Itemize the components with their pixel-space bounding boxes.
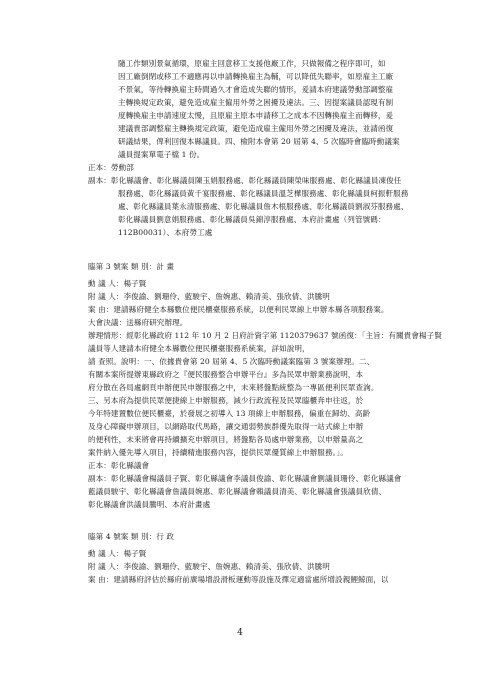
main-recipient-line: 正本：勞動部 [88,163,134,172]
paragraph-line: 議員提案單電子檔 1 份。 [118,150,205,159]
case-field-line: 有關本案所提辦東縣政府之『便民服務整合申辦平台』多為民眾申辦業務說明，本 [88,370,364,379]
case-field-line: 今年特建置數位便民櫃臺，於發展之初導入 13 項線上申辦服務，偏重在歸幼、高齡 [88,409,371,418]
case-field-line: 附 議 人：李俊諭、劉珊伶、藍駿宇、詹婉惠、賴清美、張欣倩、洪騰明 [88,562,330,571]
copy-recipient-line: 彰化縣議會洪議員騰明、本府計畫處 [88,500,211,509]
case-field-line: 三、另本府為提供民眾便捷線上申辦服務，減少行政流程及民眾臨櫃奔申往返，於 [88,396,364,405]
paragraph-line: 研議結果，俾利回復本縣議員。四、檢附本會第 20 屆第 4、5 次臨時會臨時動議案 [118,137,400,146]
case-header: 臨第 4 號案 類 別：行 政 [88,532,174,541]
copy-recipient-line: 處、彰化縣議員葉永清服務處、彰化縣議員詹木根服務處、彰化縣議員劉淑芬服務處、 [118,202,409,211]
copy-recipient-line: 服務處、彰化縣議員黃千宴服務處、彰化縣議員溫芝樺服務處、彰化縣議員柯振軒服務 [118,189,409,198]
paragraph-line: 因工廠倒閉或移工不適應再以申請轉換雇主為輔，可以降低失聯率，如原雇主工廠 [118,72,394,81]
copy-recipient-line: 副本：彰化縣議會、彰化縣議員陳玉娟服務處、彰化縣議員陳榮味服務處、彰化縣議員凍俊任 [88,176,402,185]
case-field-line: 動 議 人：楊子賢 [88,549,147,558]
case-field-line: 動 議 人：楊子賢 [88,279,147,288]
main-recipient-line: 正本：彰化縣議會 [88,461,150,470]
copy-recipient-line: 副本：彰化縣議會楊議員子賢、彰化縣議會李議員俊諭、彰化縣議會劉議員珊伶、彰化縣議會 [88,474,402,483]
paragraph-line: 度轉換雇主申請速度太慢，且原雇主原本申請移工之成本不因轉換雇主而轉移，爰 [118,111,394,120]
case-field-line: 府分散在各局處網頁申辦便民申辦服務之中，未來將盤點統整為一專區便利民眾查詢。 [88,383,379,392]
case-field-line: 請 查照。說明：一、依據貴會第 20 屆第 4、5 次臨時動議案臨第 3 號案辦理。二、 [88,357,375,366]
copy-recipient-line: 藍議員駿宇、彰化縣議會詹議員婉惠、彰化縣議會賴議員清美、彰化縣議會張議員欣倩、 [88,487,387,496]
case-header: 臨第 3 號案 類 別：計 畫 [88,262,174,271]
case-field-line: 辦理情形：經彰化縣政府 112 年 10 月 2 日府計資字第 1120379637 號函復：「主旨：有關貴會楊子賢 [88,331,442,340]
case-field-line: 案 由：建請縣府健全本縣數位便民櫃臺服務系統，以便利民眾線上申辦本縣各項服務案。 [88,305,389,314]
paragraph-line: 不景氣，等待轉換雇主時間過久才會造成失聯的情形，爰請本府建議勞動部調整雇 [118,85,394,94]
paragraph-line: 主轉換規定政策，避免造成雇主僱用外勞之困擾及違法。三、因提案議員認現有制 [118,98,394,107]
case-field-line: 議員等人建請本府健全本縣數位便民櫃臺服務系統案，詳如說明， [88,344,310,353]
case-field-line: 的便利性，未來將會再持續擴充申辦項目，將盤點各局處申辦業務，以申辦量高之 [88,435,364,444]
case-field-line: 大會決議：送縣府研究辦理。 [88,318,188,327]
case-field-line: 附 議 人：李俊諭、劉珊伶、藍駿宇、詹婉惠、賴清美、張欣倩、洪騰明 [88,292,330,301]
case-field-line: 案件納入優先導入項目，持續精進服務內容，提供民眾優質線上申辦服務。」。 [88,448,348,457]
page-number: 4 [237,628,243,638]
copy-recipient-line: 112B00031）、本府勞工處 [118,228,213,237]
paragraph-line: 隨工作類別景氣循環，原雇主回意移工支援他廠工作，只做報備之程序即可，如 [118,59,386,68]
case-field-line: 及身心障礙申辦項目，以網路取代馬路，讓交通弱勢族群優先取得一站式線上申辦 [88,422,364,431]
paragraph-line: 建議貴部調整雇主轉換規定政策，避免造成雇主僱用外勞之困擾及違法，並請函復 [118,124,394,133]
copy-recipient-line: 彰化縣議員劉意娟服務處、彰化縣議員吳錦淳服務處、本府計畫處（列管號碼： [118,215,386,224]
case-field-line: 案 由：建請縣府評估於縣府前廣場增設滑板運動等設施及擇定適當處所增設親鯉鯨面，以 [88,575,389,584]
